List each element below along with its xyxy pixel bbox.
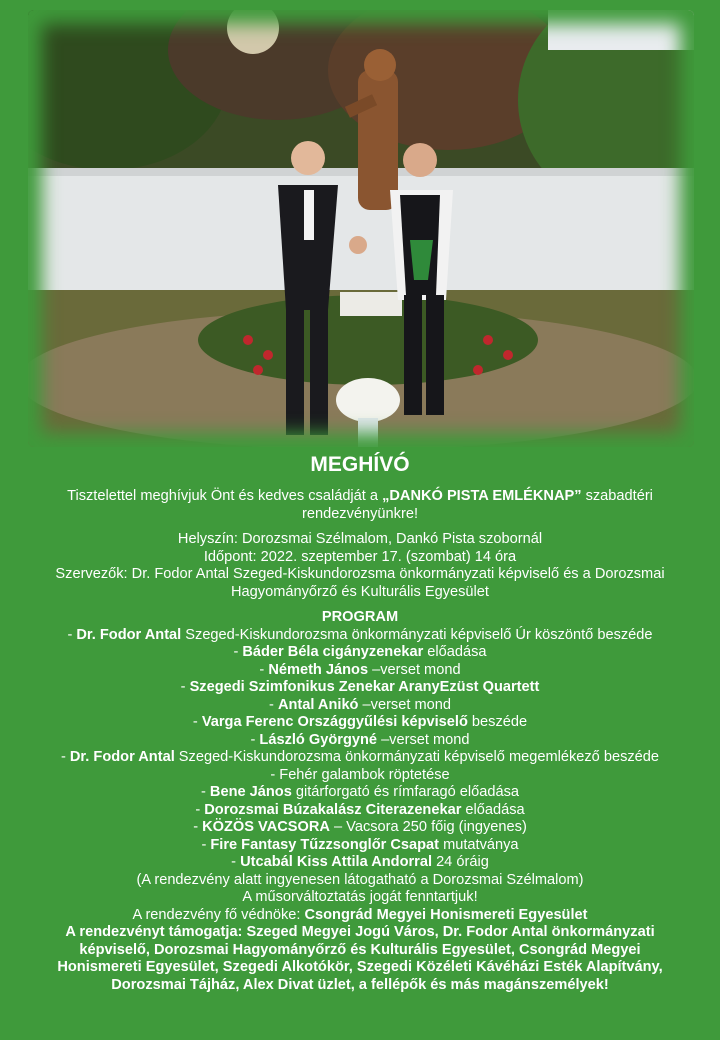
program-item-performer: Bene János [209, 784, 292, 800]
program-item-prefix: - [233, 644, 243, 660]
program-item-description: –verset mond [377, 731, 470, 748]
program-item [0, 749, 720, 767]
program-heading: PROGRAM [321, 609, 399, 625]
intro-post: szabadtéri [581, 488, 653, 504]
location: Helyszín: Dorozsmai Szélmalom, Dankó Pista szobornál [177, 531, 543, 547]
program-item-prefix: - [60, 749, 70, 765]
program-list [0, 627, 720, 872]
program-item-description: előadása [461, 801, 525, 818]
program-item-description: –verset mond [358, 696, 451, 713]
program-item [0, 732, 720, 750]
program-item-description: Szeged-Kiskundorozsma önkormányzati képviselő Úr köszöntő beszéde [181, 626, 653, 643]
organizers-line-2: Hagyományőrző és Kulturális Egyesület [231, 583, 489, 600]
supporters-line-4: Dorozsmai Tájház, Alex Divat üzlet, a fellépők és más magánszemélyek! [111, 976, 609, 993]
program-item-performer: Antal Anikó [277, 696, 359, 713]
program-item-prefix: - [67, 626, 77, 643]
patron-label: A rendezvény fő védnöke: [132, 906, 305, 923]
program-item-performer: Dorozsmai Búzakalász Citerazenekar [204, 801, 462, 818]
program-item-description: 24 óráig [432, 854, 489, 870]
program-item-description: Szeged-Kiskundorozsma önkormányzati képviselő megemlékező beszéde [174, 749, 660, 765]
program-item [0, 767, 720, 785]
program-item-prefix: - [259, 661, 269, 678]
program-item [0, 802, 720, 820]
program-item [0, 819, 720, 837]
program-item [0, 627, 720, 645]
program-item [0, 697, 720, 715]
intro-line-2: rendezvényünkre! [301, 505, 418, 522]
program-item-performer: Utcabál Kiss Attila Andorral [240, 854, 433, 870]
program-item-description: beszéde [467, 714, 528, 730]
statue-scene-illustration [28, 10, 694, 447]
program-item [0, 714, 720, 732]
program-item [0, 662, 720, 680]
invitation-text [0, 452, 720, 994]
program-item-prefix: - [195, 801, 205, 818]
event-name: „DANKÓ PISTA EMLÉKNAP” [382, 488, 582, 504]
program-item-prefix: - [250, 731, 260, 748]
program-item-prefix: - Fehér galambok röptetése [270, 766, 450, 783]
intro-pre: Tisztelettel meghívjuk Önt és kedves családját a [67, 488, 383, 504]
program-item-prefix: - [201, 836, 211, 853]
program-item-prefix: - [180, 679, 190, 695]
supporters-line-3: Honismereti Egyesület, Szegedi Alkotókör, Szegedi Közéleti Kávéházi Esték Alapítvány, [57, 959, 663, 975]
changes-note: A műsorváltoztatás jogát fenntartjuk! [242, 889, 478, 905]
program-item-prefix: - [192, 714, 202, 730]
program-item [0, 679, 720, 697]
program-item [0, 784, 720, 802]
organizers-line-1: Szervezők: Dr. Fodor Antal Szeged-Kiskundorozsma önkormányzati képviselő és a Dorozsmai [55, 566, 665, 582]
program-item-description: mutatványa [439, 836, 519, 853]
program-item-performer: Fire Fantasy Tűzzsonglőr Csapat [210, 836, 440, 853]
program-item-performer: KÖZÖS VACSORA [202, 819, 330, 835]
program-item-description: gitárforgató és rímfaragó előadása [291, 784, 519, 800]
program-item-prefix: - [269, 696, 278, 713]
event-time: Időpont: 2022. szeptember 17. (szombat) 14 óra [203, 548, 517, 565]
supporters-line-2: képviselő, Dorozsmai Hagyományőrző és Kulturális Egyesület, Csongrád Megyei [79, 941, 641, 958]
program-item-prefix: - [231, 854, 241, 870]
patron-name: Csongrád Megyei Honismereti Egyesület [304, 906, 588, 923]
program-item-performer: Báder Béla cigányzenekar [242, 644, 424, 660]
invitation-title: MEGHÍVÓ [310, 453, 410, 476]
program-item-performer: Szegedi Szimfonikus Zenekar AranyEzüst Quartett [189, 679, 540, 695]
intro-line-1 [0, 488, 720, 506]
free-visit-note: (A rendezvény alatt ingyenesen látogatható a Dorozsmai Szélmalom) [136, 871, 584, 888]
program-item [0, 854, 720, 872]
program-item-performer: Dr. Fodor Antal [76, 626, 182, 643]
patron-line [0, 907, 720, 925]
program-item [0, 837, 720, 855]
program-item [0, 644, 720, 662]
program-item-description: – Vacsora 250 főig (ingyenes) [329, 819, 527, 835]
supporters-line-1: A rendezvényt támogatja: Szeged Megyei Jogú Város, Dr. Fodor Antal önkormányzati [65, 924, 655, 940]
program-item-performer: Németh János [268, 661, 369, 678]
program-item-description: –verset mond [368, 661, 461, 678]
program-item-prefix: - [193, 819, 203, 835]
program-item-description: előadása [423, 644, 487, 660]
program-item-performer: Dr. Fodor Antal [69, 749, 175, 765]
program-item-prefix: - [201, 784, 210, 800]
event-photo [28, 10, 694, 447]
program-item-performer: Varga Ferenc Országgyűlési képviselő [201, 714, 468, 730]
program-item-performer: László Györgyné [259, 731, 378, 748]
